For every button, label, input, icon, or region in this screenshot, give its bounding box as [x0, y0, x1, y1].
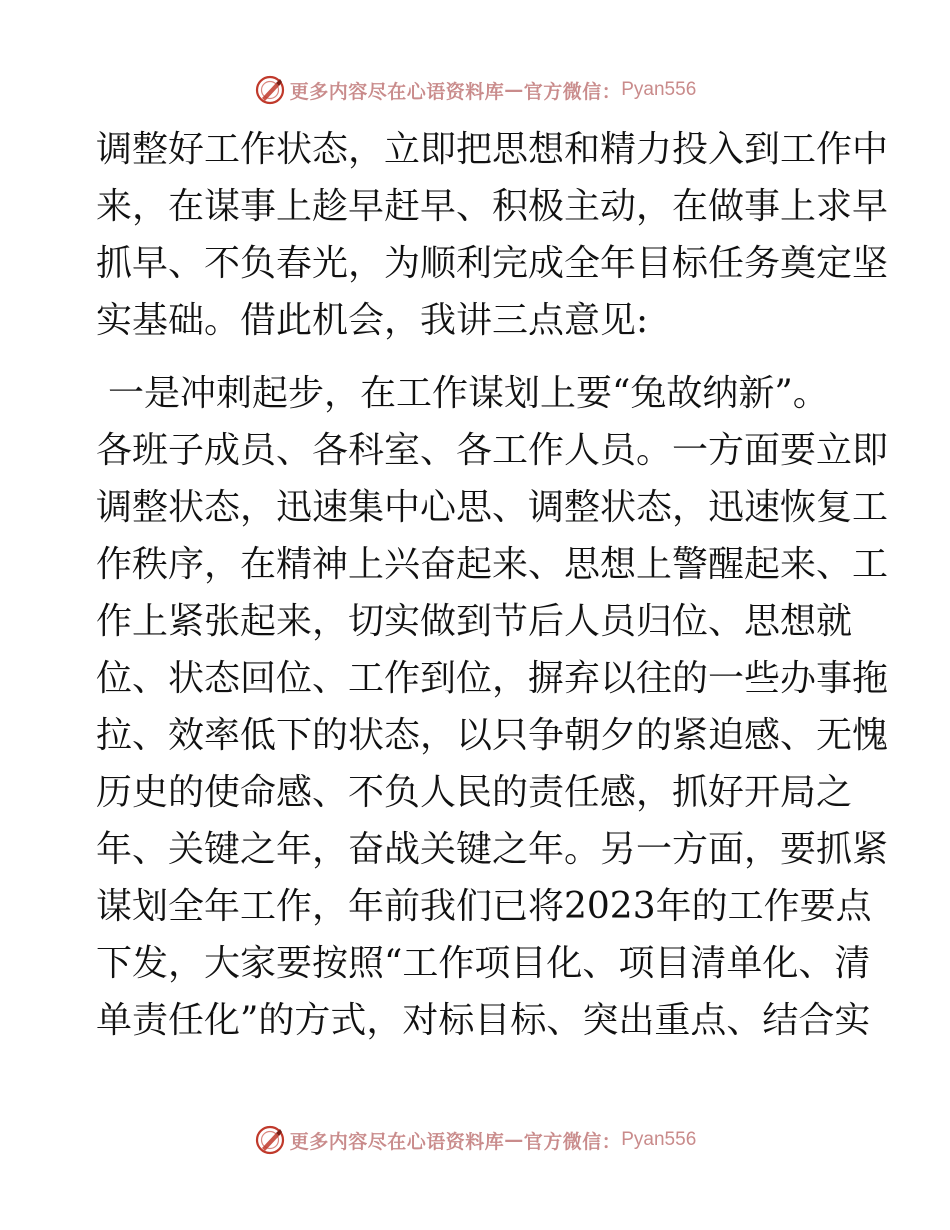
banner-wechat-label: 官方微信： [523, 80, 622, 103]
text-line: 抓早、不负春光，为顺利完成全年目标任务奠定坚 [96, 243, 889, 284]
brand-logo-icon [254, 74, 286, 106]
text-line: 历史的使命感、不负人民的责任感，抓好开局之 [96, 772, 853, 813]
text-line: 来，在谋事上趁早赶早、积极主动，在做事上求早 [96, 186, 889, 227]
banner-wechat-id: Pyan556 [621, 79, 697, 100]
text-line: 谋划全年工作，年前我们已将2023年的工作要点 [96, 886, 872, 927]
text-line: 拉、效率低下的状态，以只争朝夕的紧迫感、无愧 [96, 715, 889, 756]
paragraph-point-one [96, 365, 889, 1049]
text-line: 作上紧张起来，切实做到节后人员归位、思想就 [96, 601, 853, 642]
brand-logo-icon [254, 1124, 286, 1156]
header-banner [0, 70, 950, 110]
banner-wechat-label: 官方微信： [523, 1130, 622, 1153]
text-line: 一是冲刺起步，在工作谋划上要“兔故纳新”。 [108, 373, 829, 414]
banner-separator: — [504, 1129, 524, 1151]
banner-wechat-id: Pyan556 [621, 1129, 697, 1150]
banner-brand-text: 更多内容尽在心语资料库 [289, 80, 505, 103]
text-line: 年、关键之年，奋战关键之年。另一方面，要抓紧 [96, 829, 889, 870]
text-line: 位、状态回位、工作到位，摒弃以往的一些办事拖 [96, 658, 889, 699]
footer-banner [0, 1120, 950, 1160]
text-line: 各班子成员、各科室、各工作人员。一方面要立即 [96, 430, 889, 471]
text-line: 单责任化”的方式，对标目标、突出重点、结合实 [96, 1000, 871, 1041]
text-line: 调整好工作状态，立即把思想和精力投入到工作中 [96, 129, 889, 170]
paragraph-intro [96, 121, 889, 349]
banner-brand-text: 更多内容尽在心语资料库 [289, 1130, 505, 1153]
banner-separator: — [504, 79, 524, 101]
text-line: 调整状态，迅速集中心思、调整状态，迅速恢复工 [96, 487, 889, 528]
text-line: 实基础。借此机会，我讲三点意见: [96, 300, 649, 341]
document-body [96, 121, 889, 1049]
text-line: 作秩序，在精神上兴奋起来、思想上警醒起来、工 [96, 544, 889, 585]
text-line: 下发，大家要按照“工作项目化、项目清单化、清 [96, 943, 871, 984]
